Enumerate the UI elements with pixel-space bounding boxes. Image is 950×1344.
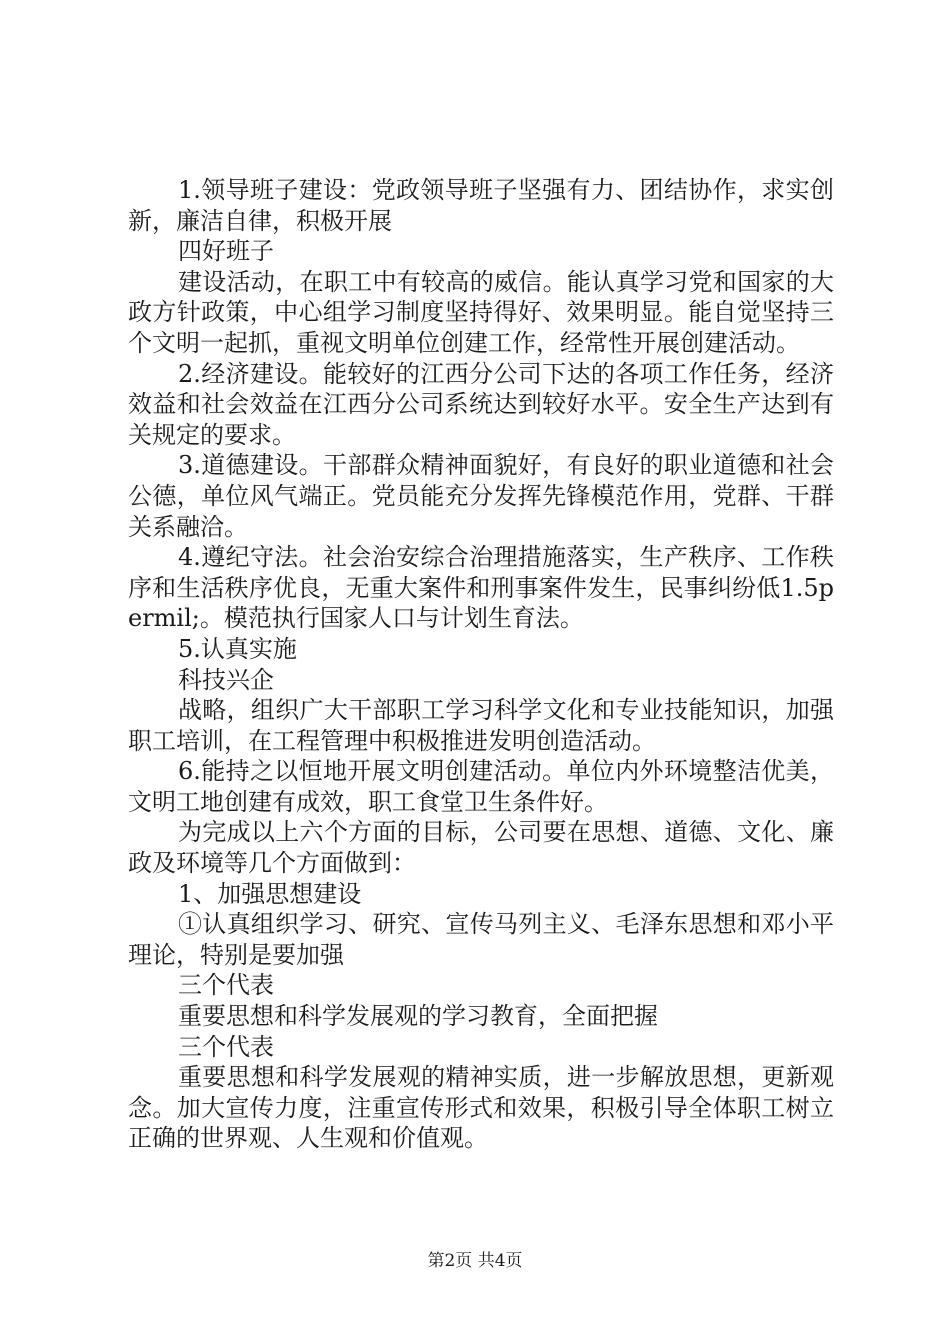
paragraph-law: 4.遵纪守法。社会治安综合治理措施落实，生产秩序、工作秩序和生活秩序优良，无重大案件和刑事案件发生，民事纠纷低1.5permil;。模范执行国家人口与计划生育法。 xyxy=(128,543,834,633)
document-body xyxy=(128,175,834,1154)
paragraph-study-education: 重要思想和科学发展观的学习教育，全面把握 xyxy=(178,1002,658,1031)
paragraph-spirit-essence: 重要思想和科学发展观的精神实质，进一步解放思想，更新观念。加大宣传力度，注重宣传形式和效果，积极引导全体职工树立正确的世界观、人生观和价值观。 xyxy=(128,1063,834,1153)
paragraph-strategy: 战略，组织广大干部职工学习科学文化和专业技能知识，加强职工培训，在工程管理中积极推进发明创造活动。 xyxy=(128,696,834,755)
paragraph-leadership: 1.领导班子建设：党政领导班子坚强有力、团结协作，求实创新，廉洁自律，积极开展 xyxy=(128,176,834,235)
page-footer: 第2页 共4页 xyxy=(427,1251,523,1271)
paragraph-tech-enterprise: 科技兴企 xyxy=(178,665,274,694)
paragraph-civilization: 6.能持之以恒地开展文明创建活动。单位内外环境整洁优美，文明工地创建有成效，职工食堂卫生条件好。 xyxy=(128,757,834,816)
paragraph-economic: 2.经济建设。能较好的江西分公司下达的各项工作任务，经济效益和社会效益在江西分公司系统达到较好水平。安全生产达到有关规定的要求。 xyxy=(128,359,834,449)
paragraph-implement: 5.认真实施 xyxy=(178,634,297,663)
paragraph-goals: 为完成以上六个方面的目标，公司要在思想、道德、文化、廉政及环境等几个方面做到： xyxy=(128,818,834,878)
paragraph-four-good-team: 四好班子 xyxy=(178,237,274,266)
paragraph-ideology-heading: 1、加强思想建设 xyxy=(178,879,362,908)
paragraph-moral: 3.道德建设。干部群众精神面貌好，有良好的职业道德和社会公德，单位风气端正。党员能充分发挥先锋模范作用，党群、干群关系融洽。 xyxy=(128,451,834,541)
paragraph-three-represents-1: 三个代表 xyxy=(178,971,274,1000)
paragraph-study-theory: ①认真组织学习、研究、宣传马列主义、毛泽东思想和邓小平理论，特别是要加强 xyxy=(128,910,834,969)
paragraph-three-represents-2: 三个代表 xyxy=(178,1032,274,1061)
paragraph-construction-activity: 建设活动，在职工中有较高的威信。能认真学习党和国家的大政方针政策，中心组学习制度坚持得好、效果明显。能自觉坚持三个文明一起抓，重视文明单位创建工作，经常性开展创建活动。 xyxy=(128,267,834,357)
